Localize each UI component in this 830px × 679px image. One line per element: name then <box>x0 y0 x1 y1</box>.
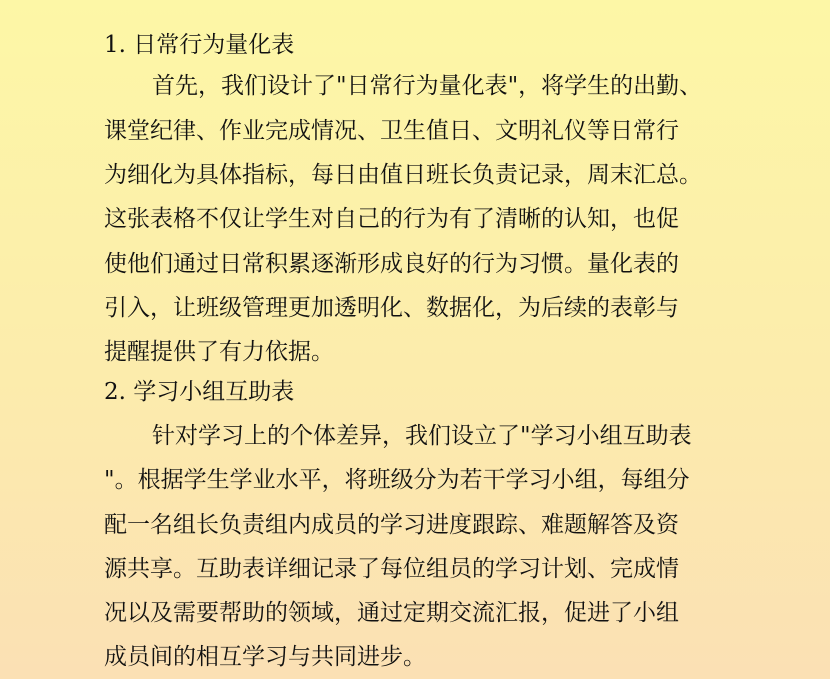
paragraph-line: 成员间的相互学习与共同进步。 <box>104 644 426 670</box>
paragraph-line: 首先，我们设计了"日常行为量化表"，将学生的出勤、 <box>152 73 703 99</box>
paragraph-line: 配一名组长负责组内成员的学习进度跟踪、难题解答及资 <box>104 512 679 538</box>
paragraph-line: 课堂纪律、作业完成情况、卫生值日、文明礼仪等日常行 <box>104 118 679 144</box>
paragraph-line: "。根据学生学业水平，将班级分为若干学习小组，每组分 <box>104 467 690 493</box>
paragraph-line: 源共享。互助表详细记录了每位组员的学习计划、完成情 <box>104 556 679 582</box>
paragraph-line: 引入，让班级管理更加透明化、数据化，为后续的表彰与 <box>104 295 679 321</box>
paragraph-line: 提醒提供了有力依据。 <box>104 339 334 365</box>
paragraph-line: 使他们通过日常积累逐渐形成良好的行为习惯。量化表的 <box>104 251 679 277</box>
paragraph-line: 况以及需要帮助的领域，通过定期交流汇报，促进了小组 <box>104 600 679 626</box>
section-heading-1: 1. 日常行为量化表 <box>104 32 295 58</box>
section-heading-2: 2. 学习小组互助表 <box>104 379 295 405</box>
paragraph-line: 为细化为具体指标，每日由值日班长负责记录，周末汇总。 <box>104 162 702 188</box>
paragraph-line: 针对学习上的个体差异，我们设立了"学习小组互助表 <box>152 423 692 449</box>
paragraph-line: 这张表格不仅让学生对自己的行为有了清晰的认知，也促 <box>104 206 679 232</box>
